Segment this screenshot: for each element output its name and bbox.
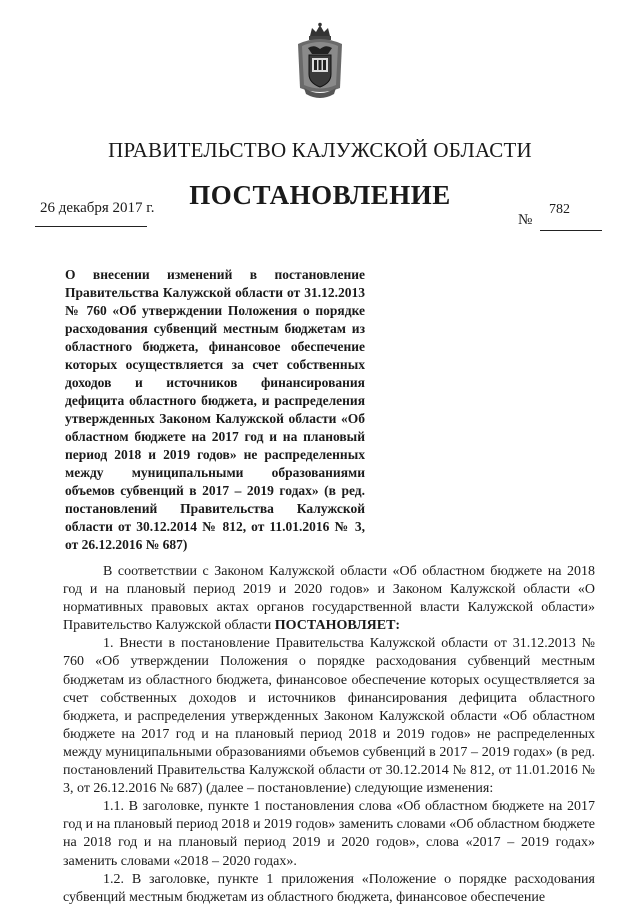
item-1: 1. Внести в постановление Правительства Калужской области от 31.12.2013 № 760 «Об утверждении Положения о порядке расходования субвенций местным бюджетам из областного бюджета, финансовое обеспечение которых осуществляется за счет собственных доходов и источников финансирования дефицита областного бюджета, и распределения утвержденных Законом Калужской области «Об областном бюджете на 2017 год и на плановый период 2018 и 2019 годов» не распределенных между муниципальными образованиями объемов субвенций в 2017 – 2019 годах» (в ред. постановлений Правительства Калужской области от 30.12.2014 № 812, от 11.01.2016 № 3, от 26.12.2016 № 687) (далее – постановление) следующие изменения: <box>63 636 595 797</box>
document-number: 782 <box>549 202 570 217</box>
date-underline <box>35 226 147 227</box>
item-1-1: 1.1. В заголовке, пункте 1 постановления слова «Об областном бюджете на 2017 год и на плановый период 2018 и 2019 годов» заменить словами «Об областном бюджете на 2018 год и на плановый период 2019 и 2020 годов», слова «2017 – 2019 годах» заменить словами «2018 – 2020 годах». <box>63 799 595 869</box>
preamble-paragraph <box>63 563 595 635</box>
number-sign: № <box>518 212 533 228</box>
document-body <box>63 563 595 907</box>
document-type: ПОСТАНОВЛЕНИЕ <box>189 180 451 210</box>
preamble-text: В соответствии с Законом Калужской области «Об областном бюджете на 2018 год и на плановый период 2019 и 2020 годов» и Законом Калужской области «О нормативных правовых актах органов государственной власти Калужской области» Правительство Калужской области <box>63 564 595 634</box>
subject-text: О внесении изменений в постановление Правительства Калужской области от 31.12.2013 № 760 «Об утверждении Положения о порядке расходования субвенций местным бюджетам из областного бюджета, финансовое обеспечение которых осуществляется за счет собственных доходов и источников финансирования дефицита областного бюджета, и распределения утвержденных Законом Калужской области «Об областном бюджете на 2017 год и на плановый период 2018 и 2019 годов» не распределенных между муниципальными образованиями объемов субвенций в 2017 – 2019 годах» (в ред. постановлений Правительства Калужской области от 30.12.2014 № 812, от 11.01.2016 № 3, <box>65 267 365 534</box>
government-title: ПРАВИТЕЛЬСТВО КАЛУЖСКОЙ ОБЛАСТИ <box>108 138 532 162</box>
decree-word: ПОСТАНОВЛЯЕТ: <box>274 618 401 634</box>
document-date: 26 декабря 2017 г. <box>40 200 155 216</box>
item-1-2: 1.2. В заголовке, пункте 1 приложения «Положение о порядке расходования субвенций местным бюджетам из областного бюджета, финансовое обеспечение <box>63 871 595 905</box>
number-underline <box>540 230 602 231</box>
coat-of-arms-icon <box>294 22 346 102</box>
subject-block <box>65 266 365 554</box>
subject-last-line: от 26.12.2016 № 687) <box>65 537 188 552</box>
